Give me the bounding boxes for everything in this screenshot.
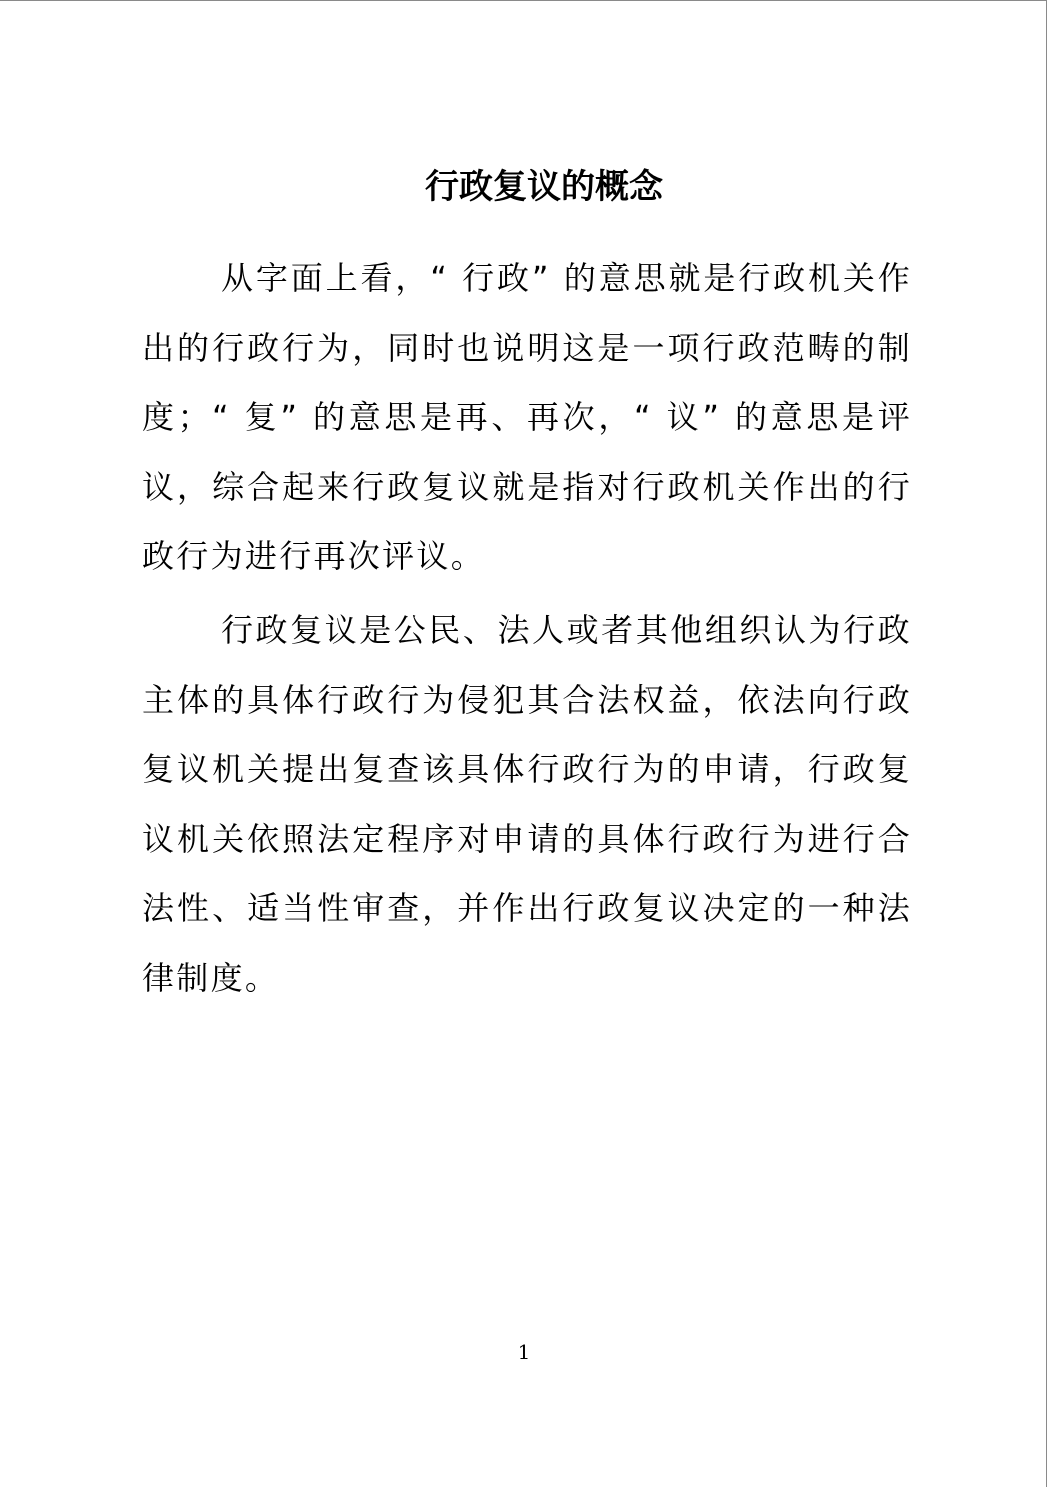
page-number: 1	[517, 1340, 531, 1364]
paragraph-definition-legal: 行政复议是公民、法人或者其他组织认为行政主体的具体行政行为侵犯其合法权益，依法向行政复议机关提出复查该具体行政行为的申请，行政复议机关依照法定程序对申请的具体行政行为进行合法性、适当性审查，并作出行政复议决定的一种法律制度。	[142, 611, 912, 997]
paragraph-definition-literal: 从字面上看，“ 行政” 的意思就是行政机关作出的行政行为，同时也说明这是一项行政范畴的制度；“ 复” 的意思是再、再次，“ 议” 的意思是评议，综合起来行政复议就是指对行政机关作出的行政行为进行再次评议。	[142, 259, 912, 575]
document-title: 行政复议的概念	[425, 167, 663, 207]
